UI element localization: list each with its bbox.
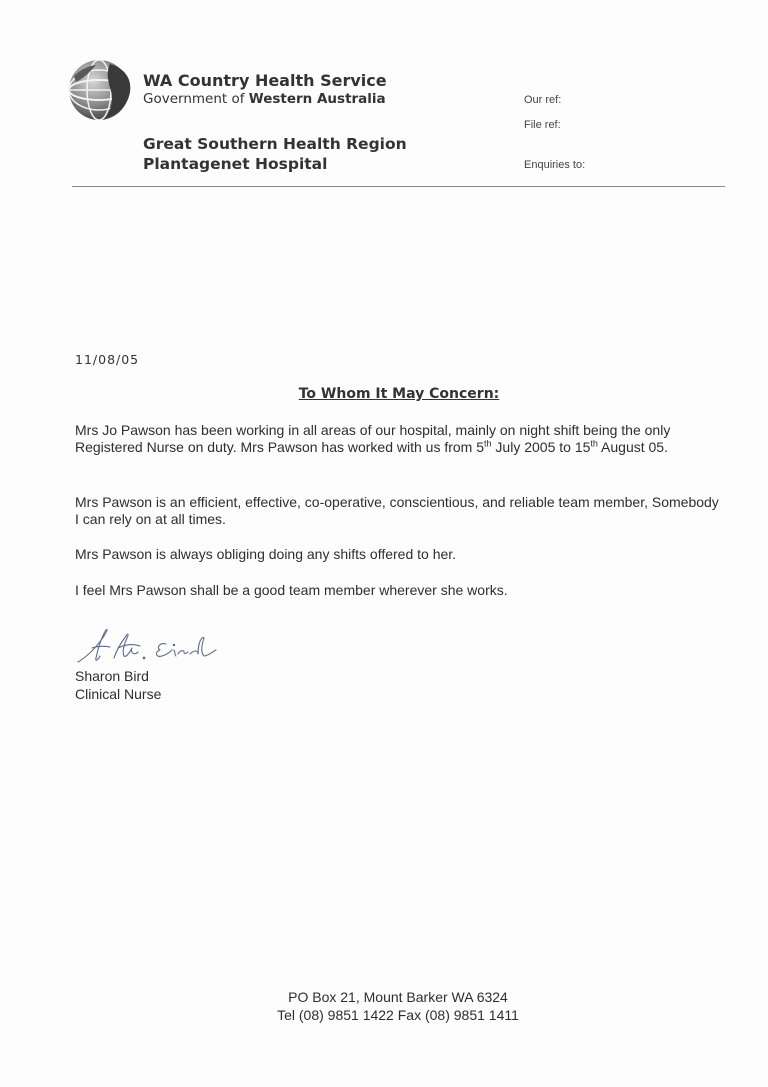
letter-heading: To Whom It May Concern: [298,386,500,402]
paragraph-employment-text-1: Mrs Jo Pawson has been working in all areas of our hospital, mainly on night shift being the only Registered Nurse on duty. Mrs Pawson has worked with us from 5 [75,422,671,455]
footer-address: PO Box 21, Mount Barker WA 6324 [288,989,508,1005]
paragraph-qualities: Mrs Pawson is an efficient, effective, co-operative, conscientious, and reliable team member, Somebody I can rely on at all times. [75,494,719,527]
hospital-name: Plantagenet Hospital [143,155,328,173]
government-state: Western Australia [248,91,386,107]
paragraph-shifts: Mrs Pawson is always obliging doing any shifts offered to her. [75,546,457,562]
org-name: WA Country Health Service [143,71,387,90]
enquiries-label: Enquiries to: [524,159,586,171]
government-line [143,91,386,107]
government-prefix: Government of [143,91,249,107]
signatory-title: Clinical Nurse [75,686,162,702]
ordinal-suffix-1: th [484,438,492,449]
signatory-name: Sharon Bird [75,668,149,684]
paragraph-employment [75,422,725,456]
footer-contact: Tel (08) 9851 1422 Fax (08) 9851 1411 [277,1007,519,1023]
ordinal-suffix-2: th [590,438,598,449]
our-ref-label: Our ref: [524,94,562,106]
wa-health-globe-logo [66,56,136,122]
paragraph-employment-text-3: August 05. [597,439,668,455]
paragraph-recommendation: I feel Mrs Pawson shall be a good team member wherever she works. [75,582,508,598]
letter-date: 11/08/05 [75,352,140,367]
header-divider [72,186,725,187]
letter-heading-row [0,385,768,403]
paragraph-employment-text-2: July 2005 to 15 [491,439,591,455]
handwritten-signature [74,622,224,670]
health-region: Great Southern Health Region [143,135,407,153]
file-ref-label: File ref: [524,119,561,131]
